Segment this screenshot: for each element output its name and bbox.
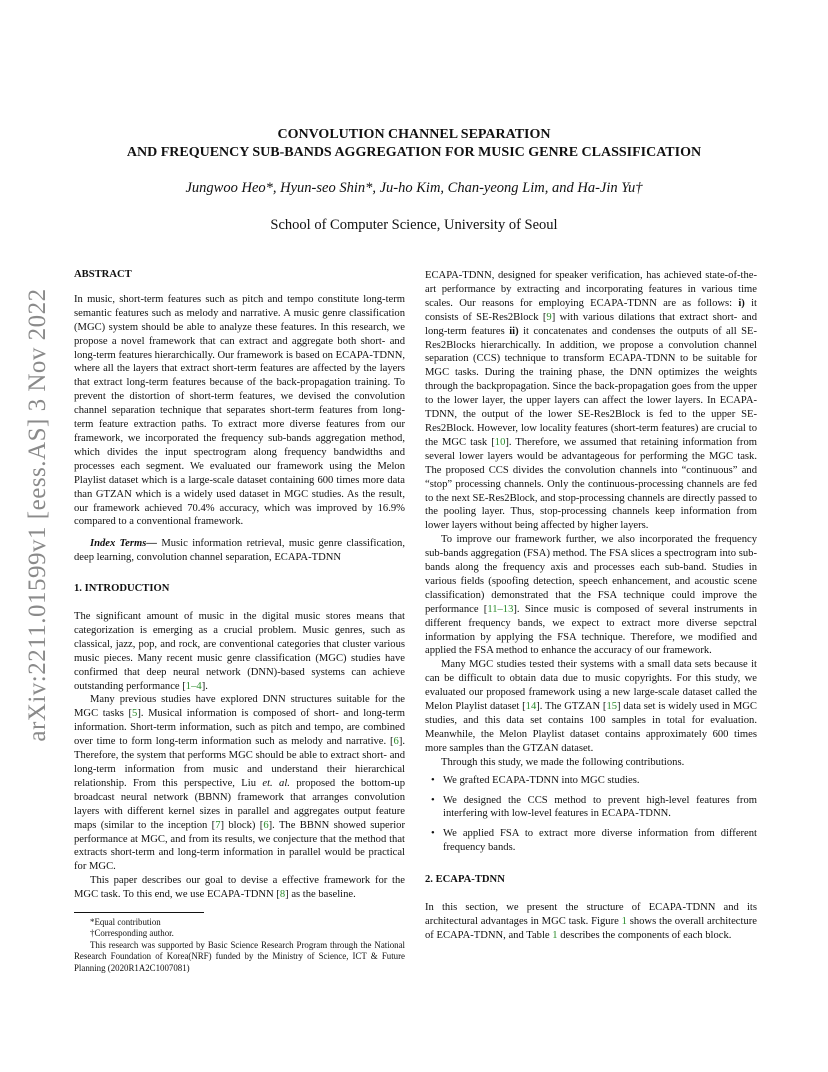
- intro-paragraph-2: Many previous studies have explored DNN structures suitable for the MGC tasks [5]. Musical information is composed of short- and long-term information. Short-term information, such as pitch and tempo, are combined over time to form long-term information such as melody and narrative. [6]. Therefore, the system that performs MGC should be able to extract short- and long-term information from music and understand their hierarchical relationship. From this perspective, Liu et. al. proposed the bottom-up broadcast neural network (BBNN) framework that arranges convolution layers with different kernel sizes in parallel and aggregates output feature maps (similar to the inception [7] block) [6]. The BBNN showed superior performance at MGC, and from its results, we conjecture that the method that extracts short-term and long-term information in parallel would be practical for MGC.: [74, 694, 405, 873]
- arxiv-stamp: arXiv:2211.01599v1 [eess.AS] 3 Nov 2022: [24, 288, 51, 742]
- intro-paragraph-1: The significant amount of music in the digital music stores means that categorization is emerging as a crucial problem. Music genres, such as classical, jazz, pop, and rock, are conventional categories that cluster various music pieces. Many recent music genre classification (MGC) studies have confirmed that deep neural network (DNN)-based systems can achieve outstanding performance [1–4].: [74, 611, 405, 692]
- footnote-funding: This research was supported by Basic Science Research Program through the National Research Foundation of Korea(NRF) funded by the Ministry of Science, ICT & Future Planning (2020R1A2C1007081): [74, 939, 405, 973]
- list-item: • We grafted ECAPA-TDNN into MGC studies.: [443, 774, 757, 788]
- abstract-text: In music, short-term features such as pitch and tempo constitute long-term semantic features such as melody and narrative. A music genre classification (MGC) system should be able to analyze these features. In this research, we propose a novel framework that can extract and aggregate both short- and long-term features hierarchically. Our framework is based on ECAPA-TDNN, where all the layers that extract short-term features are affected by the layers that extract long-term features because of the back-propagation training. To prevent the distortion of short-term features, we devised the convolution channel separation technique that separates short-term features from long-term feature extraction paths. To extract more diverse features from our framework, we incorporated the frequency sub-bands aggregation method, which divides the input spectrogram along frequency bandwidths and processes each segment. We evaluated our framework using the Melon Playlist dataset which is a large-scale dataset containing 600 times more data than GTZAN which is a widely used dataset in MGC studies. As the result, our framework achieved 70.4% accuracy, which was improved by 16.9% compared to a conventional framework.: [74, 293, 405, 528]
- left-column: [74, 268, 405, 974]
- section-2-paragraph: In this section, we present the structure of ECAPA-TDNN and its architectural advantages in MGC task. Figure 1 shows the overall architecture of ECAPA-TDNN, and Table 1 describes the components of each block.: [425, 902, 757, 941]
- right-paragraph-4: Through this study, we made the following contributions.: [441, 756, 685, 768]
- footnotes: [74, 917, 405, 974]
- paper-title: [60, 126, 768, 162]
- index-terms: Index Terms— Music information retrieval, music genre classification, deep learning, convolution channel separation, ECAPA-TDNN: [74, 538, 405, 564]
- list-item: • We designed the CCS method to prevent high-level features from interfering with low-level features in ECAPA-TDNN.: [443, 794, 757, 822]
- title-line-2: AND FREQUENCY SUB-BANDS AGGREGATION FOR MUSIC GENRE CLASSIFICATION: [126, 145, 702, 160]
- list-item: • We applied FSA to extract more diverse information from different frequency bands.: [443, 827, 757, 855]
- right-column: [425, 269, 757, 943]
- footnote-rule: [74, 912, 204, 913]
- title-line-1: CONVOLUTION CHANNEL SEPARATION: [277, 127, 551, 142]
- right-paragraph-1: ECAPA-TDNN, designed for speaker verification, has achieved state-of-the-art performance by extracting and incorporating features in various time scales. Our reasons for employing ECAPA-TDNN are as follows: i) it consists of SE-Res2Block [9] with various dilations that extract short- and long-term features ii) it concatenates and condenses the outputs of all SE-Res2Blocks hierarchically. In addition, we propose a convolution channel separation (CCS) technique to transform ECAPA-TDNN to be suitable for MGC tasks. During the training phase, the DNN optimizes the weights through the backpropagation. Since the back-propagation goes from the upper to the lower layer, the upper layers can affect the lower layers. In ECAPA-TDNN, the output of the lower SE-Res2Block is fed to the upper SE-Res2Block. However, low locality features (short-term features) are crucial to the MGC task [10]. Therefore, we assumed that retaining information from several lower layers would be advantageous for performing the MGC task. The proposed CCS divides the convolution channels into “continuous” and “stop” processing channels. Only the continuous-processing channels are fed to the next SE-Res2Block, and stop-processing channels are directly passed to the pooling layer. Thus, stop-processing channels keep information from lower layers without being affected by higher layers.: [425, 270, 757, 532]
- affiliation: School of Computer Science, University of Seoul: [270, 217, 558, 233]
- footnote-equal: *Equal contribution: [90, 917, 161, 928]
- intro-heading: 1. INTRODUCTION: [74, 583, 170, 595]
- abstract-heading: ABSTRACT: [74, 269, 132, 280]
- right-paragraph-2: To improve our framework further, we also incorporated the frequency sub-bands aggregation (FSA) method. The FSA slices a spectrogram into sub-bands along the frequency axis and processes each sub-band. Studies in various fields (spoofing detection, speech enhancement, and acoustic scene classification) demonstrated that the FSA technique could improve the performance [11–13]. Since music is composed of several instruments in different frequency bands, we expect to extract more diverse sepctral information by applying the FSA technique. Therefore, we modified and applied the FSA method to enhance the accuracy of our framework.: [425, 534, 757, 657]
- section-2-heading: 2. ECAPA-TDNN: [425, 874, 505, 886]
- footnote-corresponding: †Corresponding author.: [90, 928, 174, 939]
- authors: Jungwoo Heo*, Hyun-seo Shin*, Ju-ho Kim, Chan-yeong Lim, and Ha-Jin Yu†: [185, 180, 643, 196]
- right-paragraph-3: Many MGC studies tested their systems with a small data sets because it can be difficult to obtain data due to music copyrights. For this study, we evaluated our proposed framework using a new large-scale dataset called the Melon Playlist dataset [14]. The GTZAN [15] data set is widely used in MGC studies, and this data set contains 100 samples in total for evaluation. Meanwhile, the Melon Playlist dataset contains approximately 600 times more samples than the GTZAN dataset.: [425, 659, 757, 754]
- contribution-list: [425, 774, 757, 856]
- intro-paragraph-3: This paper describes our goal to devise a effective framework for the MGC task. To this end, we use ECAPA-TDNN [8] as the baseline.: [74, 875, 405, 901]
